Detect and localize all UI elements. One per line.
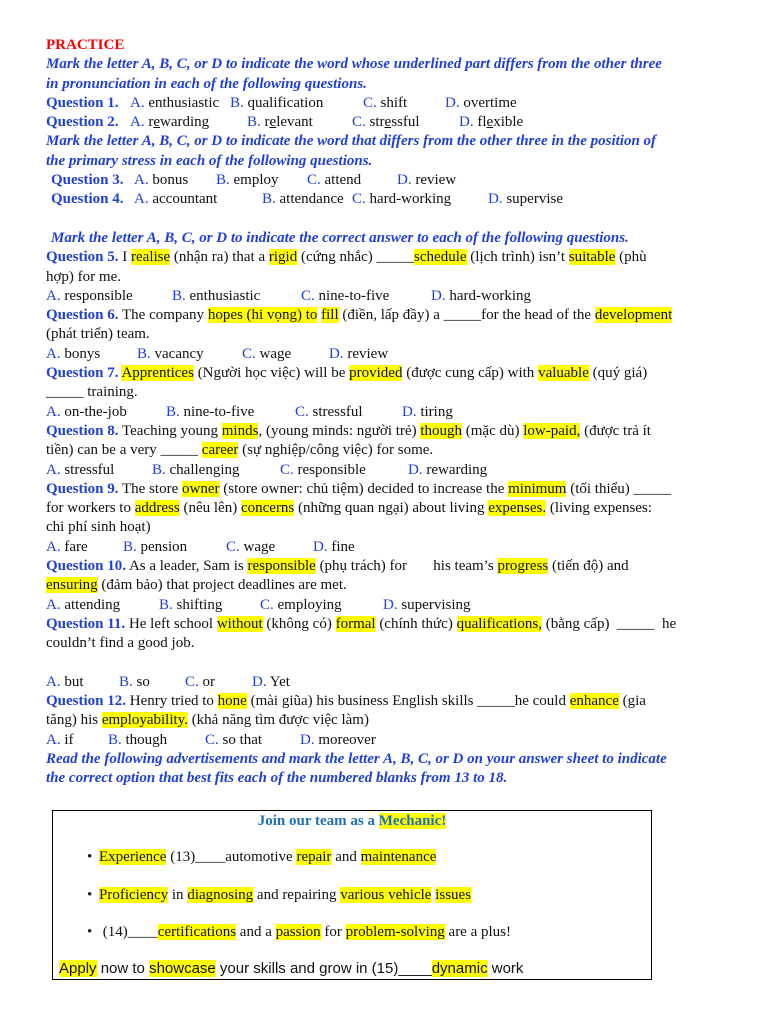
option-c: shift	[380, 94, 408, 111]
option-a: accountant	[152, 191, 218, 208]
option-a: if	[64, 731, 74, 748]
ad-bullet-1: • Experience (13)____automotive repair and maintenance	[87, 849, 437, 865]
option-a: fare	[64, 538, 88, 555]
option-a: bonys	[64, 345, 101, 362]
instruction-stress-2: the primary stress in each of the following questions.	[46, 152, 373, 169]
option-d: supervising	[401, 596, 471, 613]
ad-title: Join our team as a Mechanic!	[257, 813, 447, 829]
question-10: Question 10. As a leader, Sam is responsible (phụ trách) for his team’s progress (tiến độ) and	[46, 558, 629, 575]
option-a: but	[64, 673, 84, 690]
option-a: attending	[64, 596, 121, 613]
question-7-options: A. on-the-job B. nine-to-five C. stressful D. tiring	[46, 403, 453, 420]
question-8: Question 8. Teaching young minds, (young minds: người trẻ) though (mặc dù) low-paid, (được trả ít	[46, 422, 651, 439]
option-b: employ	[233, 172, 279, 189]
instruction-reading-1: Read the following advertisements and mark the letter A, B, C, or D on your answer sheet to indicate	[46, 750, 667, 767]
option-b: qualification	[247, 94, 324, 111]
question-12-options: A. if B. though C. so that D. moreover	[46, 731, 376, 748]
question-5: Question 5. I realise (nhận ra) that a rigid (cứng nhắc) _____schedule (lịch trình) isn’t suitable (phù	[46, 249, 647, 266]
question-12: Question 12. Henry tried to hone (mài giũa) his business English skills _____he could enhance (gia	[46, 693, 646, 710]
option-b: enthusiastic	[189, 287, 261, 304]
option-c: wage	[259, 345, 292, 362]
option-b: nine-to-five	[183, 403, 255, 420]
option-d: flexible	[477, 114, 524, 131]
question-6-options: A. bonys B. vacancy C. wage D. review	[46, 345, 389, 362]
question-5-options: A. responsible B. enthusiastic C. nine-to-five D. hard-working	[46, 287, 531, 304]
ad-bullet-2: • Proficiency in diagnosing and repairing various vehicle issues	[87, 887, 472, 903]
option-c: employing	[277, 596, 342, 613]
question-9: Question 9. The store owner (store owner: chủ tiệm) decided to increase the minimum (tối thiểu) _____	[46, 480, 672, 497]
question-label: Question 4.	[51, 191, 124, 208]
question-4: Question 4. A. accountant B. attendance C. hard-working D. supervise	[51, 191, 563, 208]
option-d: review	[415, 172, 457, 189]
question-3: Question 3. A. bonus B. employ C. attend D. review	[51, 172, 457, 189]
question-11-options: A. but B. so C. or D. Yet	[46, 673, 290, 690]
option-b: attendance	[279, 191, 344, 208]
option-c: so that	[222, 731, 263, 748]
option-b: relevant	[264, 114, 313, 131]
option-b: though	[125, 731, 168, 748]
option-d: supervise	[506, 191, 563, 208]
question-label: Question 1.	[46, 94, 119, 111]
bullet-icon: •	[87, 924, 93, 940]
option-a: rewarding	[148, 114, 210, 131]
option-c: or	[202, 673, 216, 690]
ad-call-to-action: Apply now to showcase your skills and grow in (15)____dynamic work	[59, 960, 524, 977]
ad-bullet-3: • (14)____certifications and a passion for problem-solving are a plus!	[87, 924, 511, 940]
option-d: fine	[331, 538, 355, 555]
advertisement-box	[52, 810, 652, 980]
instruction-pronunciation-2: in pronunciation in each of the following questions.	[46, 75, 367, 92]
option-d: rewarding	[426, 461, 488, 478]
bullet-icon: •	[87, 849, 93, 865]
option-a: stressful	[64, 461, 115, 478]
question-label: Question 2.	[46, 114, 119, 131]
option-d: moreover	[318, 731, 376, 748]
question-11: Question 11. He left school without (không có) formal (chính thức) qualifications, (bằng cấp) _____ he	[46, 615, 677, 632]
question-label: Question 3.	[51, 172, 124, 189]
page-title: PRACTICE	[46, 37, 125, 53]
option-a: enthusiastic	[148, 94, 220, 111]
bullet-icon: •	[87, 887, 93, 903]
option-a: on-the-job	[64, 403, 127, 420]
option-b: so	[136, 673, 150, 690]
question-8-options: A. stressful B. challenging C. responsible D. rewarding	[46, 461, 488, 478]
question-1: Question 1. A. enthusiastic B. qualification C. shift D. overtime	[46, 94, 517, 111]
question-6: Question 6. The company hopes (hi vọng) to fill (điền, lấp đầy) a _____for the head of the development	[46, 307, 673, 324]
option-c: attend	[324, 172, 362, 189]
option-c: stressful	[312, 403, 363, 420]
question-9-options: A. fare B. pension C. wage D. fine	[46, 538, 355, 555]
option-b: vacancy	[154, 345, 204, 362]
option-c: wage	[243, 538, 276, 555]
option-c: responsible	[297, 461, 366, 478]
option-c: stressful	[369, 114, 420, 131]
option-c: hard-working	[369, 191, 452, 208]
option-b: pension	[140, 538, 188, 555]
option-a: responsible	[64, 287, 133, 304]
option-d: Yet	[269, 673, 290, 690]
instruction-reading-2: the correct option that best fits each of the numbered blanks from 13 to 18.	[46, 770, 508, 787]
option-c: nine-to-five	[318, 287, 390, 304]
option-b: challenging	[169, 461, 240, 478]
instruction-pronunciation-1: Mark the letter A, B, C, or D to indicate the word whose underlined part differs from the other three	[46, 56, 662, 73]
option-a: bonus	[152, 172, 189, 189]
document: PRACTICE Mark the letter A, B, C, or D to indicate the word whose underlined part differs from the other three in pronunciation in each of the following questions. Question 1. A. enthusiastic B. qualification C. shift D. overtime Question 2. A. rewarding B. relevant C. stressful D. flexible Mark the letter A, B, C, or D to indicate the word that differs from the other three in the position of the primary stress in each of the following questions. Question 3. A. bonus B. employ C. attend D. review Question 4. A. accountant B. attendance C. hard-working D. supervise Mark the letter A, B, C, or D to indicate the correct answer to each of the following questions. Question 5. I realise (nhận ra) that a rigid (cứng nhắc) _____schedule (lịch trình) isn’t suitable (phù hợp) for me. A. responsible B. enthusiastic C. nine-to-five D. hard-working Question 6. The company hopes (hi vọng) to fill (điền, lấp đầy) a _____for the head of the development (phát triển) team. A. bonys B. vacancy C. wage D. review Question 7. Apprentices (Người học việc) will be provided (được cung cấp) with valuable (quý giá) _____ training. A. on-the-job B. nine-to-five C. stressful D. tiring Question 8. Teaching young minds, (young minds: người trẻ) though (mặc dù) low-paid, (được trả ít tiền) can be a very _____ career (sự nghiệp/công việc) for some. A. stressful B. challenging C. responsible D. rewarding Question 9. The store owner (store owner: chủ tiệm) decided to increase the minimum (tối thiểu) _____ for workers to address (nêu lên) concerns (những quan ngại) about living expenses. (living expenses: chi phí sinh hoạt) A. fare B. pension C. wage D. fine Question 10. As a leader, Sam is responsible (phụ trách) for his team’s progress (tiến độ) and ensuring (đảm bảo) that project deadlines are met. A. attending B. shifting C. employing D. supervising Question 11. He left school without (không có) formal (chính thức) qualifications, (bằng cấp) _____ he couldn’t find a good job. A. but B. so C. or D. Yet Question 12. Henry tried to hone (mài giũa) his business English skills _____he could enhance (gia tăng) his employability. (khả năng tìm được việc làm) A. if B. though C. so that D. moreover Read the following advertisements and mark the letter A, B, C, or D on your answer sheet to indicate the correct option that best fits each of the numbered blanks from 13 to 18.	[46, 36, 726, 789]
option-d: review	[347, 345, 389, 362]
option-d: tiring	[420, 403, 453, 420]
instruction-stress-1: Mark the letter A, B, C, or D to indicate the word that differs from the other three in the position of	[46, 133, 657, 150]
option-d: hard-working	[449, 287, 531, 304]
option-d: overtime	[463, 94, 517, 111]
instruction-correct-answer: Mark the letter A, B, C, or D to indicate the correct answer to each of the following questions.	[51, 229, 629, 246]
question-7: Question 7. Apprentices (Người học việc) will be provided (được cung cấp) with valuable (quý giá)	[46, 365, 648, 382]
question-10-options: A. attending B. shifting C. employing D. supervising	[46, 596, 471, 613]
question-2: Question 2. A. rewarding B. relevant C. stressful D. flexible	[46, 114, 524, 131]
option-b: shifting	[176, 596, 223, 613]
